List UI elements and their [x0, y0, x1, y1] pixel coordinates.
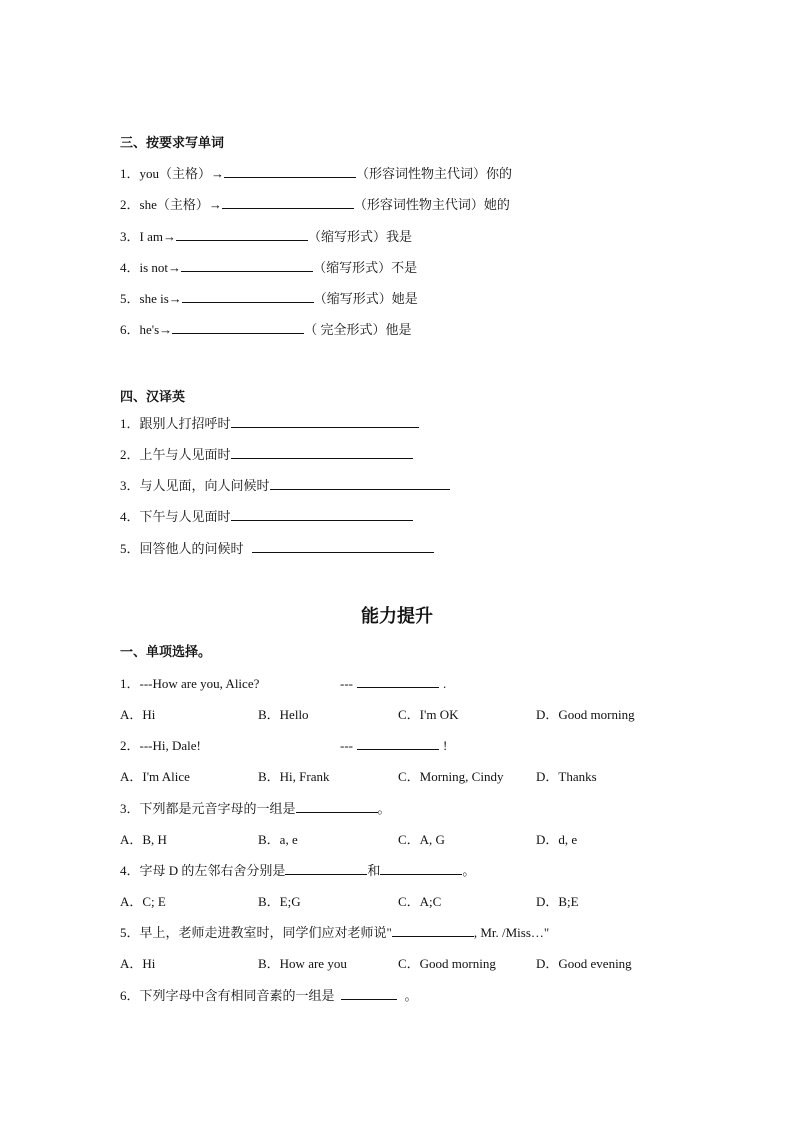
answer-blank[interactable]: [270, 477, 450, 490]
answer-blank[interactable]: [231, 508, 413, 521]
option-d[interactable]: D．B;E: [536, 894, 579, 909]
option-d[interactable]: D．d, e: [536, 832, 578, 847]
answer-blank[interactable]: [222, 196, 354, 209]
question-row: 6．he's→ （ 完全形式）他是: [120, 322, 412, 337]
answer-blank[interactable]: [172, 321, 304, 334]
question-row: 5．回答他人的问候时: [120, 540, 434, 558]
question-row: 1．跟别人打招呼时: [120, 415, 419, 433]
answer-blank[interactable]: [285, 862, 367, 875]
question-row: 4．字母 D 的左邻右舍分别是 和 。: [120, 863, 476, 878]
option-b[interactable]: B．E;G: [258, 894, 301, 909]
question-row: 4．下午与人见面时: [120, 508, 413, 526]
question-row: 5．早上，老师走进教室时，同学们应对老师说" , Mr. /Miss…": [120, 925, 550, 940]
question-row: 2．she（主格）→ （形容词性物主代词）她的: [120, 197, 510, 212]
answer-blank[interactable]: [231, 446, 413, 459]
answer-blank[interactable]: [357, 737, 439, 750]
question-row: 1．you（主格）→ （形容词性物主代词）你的: [120, 166, 513, 181]
question-row: 4．is not→ （缩写形式）不是: [120, 260, 418, 275]
option-c[interactable]: C．Morning, Cindy: [398, 769, 504, 784]
option-c[interactable]: C．I'm OK: [398, 707, 459, 722]
option-c[interactable]: C．Good morning: [398, 956, 496, 971]
question-row: 3．与人见面，向人问候时: [120, 477, 450, 495]
option-b[interactable]: B．Hello: [258, 707, 309, 722]
answer-blank[interactable]: [182, 290, 314, 303]
option-d[interactable]: D．Thanks: [536, 769, 597, 784]
option-c[interactable]: C．A;C: [398, 894, 442, 909]
option-b[interactable]: B．How are you: [258, 956, 347, 971]
section-heading-3: 三、按要求写单词: [120, 135, 225, 150]
option-b[interactable]: B．a, e: [258, 832, 298, 847]
answer-blank[interactable]: [231, 415, 419, 428]
answer-blank[interactable]: [357, 675, 439, 688]
question-row: 1．---How are you, Alice?: [120, 676, 260, 691]
reply-line: --- !: [340, 738, 448, 753]
section-heading-mc: 一、单项选择。: [120, 644, 212, 659]
question-row: 5．she is→ （缩写形式）她是: [120, 291, 418, 306]
option-a[interactable]: A．C; E: [120, 894, 166, 909]
option-b[interactable]: B．Hi, Frank: [258, 769, 330, 784]
question-row: 6．下列字母中含有相同音素的一组是 。: [120, 988, 418, 1003]
answer-blank[interactable]: [341, 987, 397, 1000]
answer-blank[interactable]: [252, 540, 434, 553]
option-c[interactable]: C．A, G: [398, 832, 445, 847]
answer-blank[interactable]: [380, 862, 462, 875]
part-title: 能力提升: [361, 606, 433, 626]
section-heading-4: 四、汉译英: [120, 389, 186, 404]
question-row: 3．下列都是元音字母的一组是 。: [120, 801, 391, 816]
answer-blank[interactable]: [392, 924, 474, 937]
question-row: 2．---Hi, Dale!: [120, 738, 201, 753]
option-d[interactable]: D．Good morning: [536, 707, 635, 722]
option-a[interactable]: A．B, H: [120, 832, 167, 847]
option-a[interactable]: A．Hi: [120, 707, 156, 722]
answer-blank[interactable]: [176, 228, 308, 241]
answer-blank[interactable]: [296, 800, 378, 813]
question-row: 3．I am→ （缩写形式）我是: [120, 229, 412, 244]
option-d[interactable]: D．Good evening: [536, 956, 632, 971]
answer-blank[interactable]: [181, 259, 313, 272]
question-row: 2．上午与人见面时: [120, 446, 413, 464]
reply-line: --- .: [340, 676, 447, 691]
option-a[interactable]: A．Hi: [120, 956, 156, 971]
answer-blank[interactable]: [224, 165, 356, 178]
option-a[interactable]: A．I'm Alice: [120, 769, 190, 784]
